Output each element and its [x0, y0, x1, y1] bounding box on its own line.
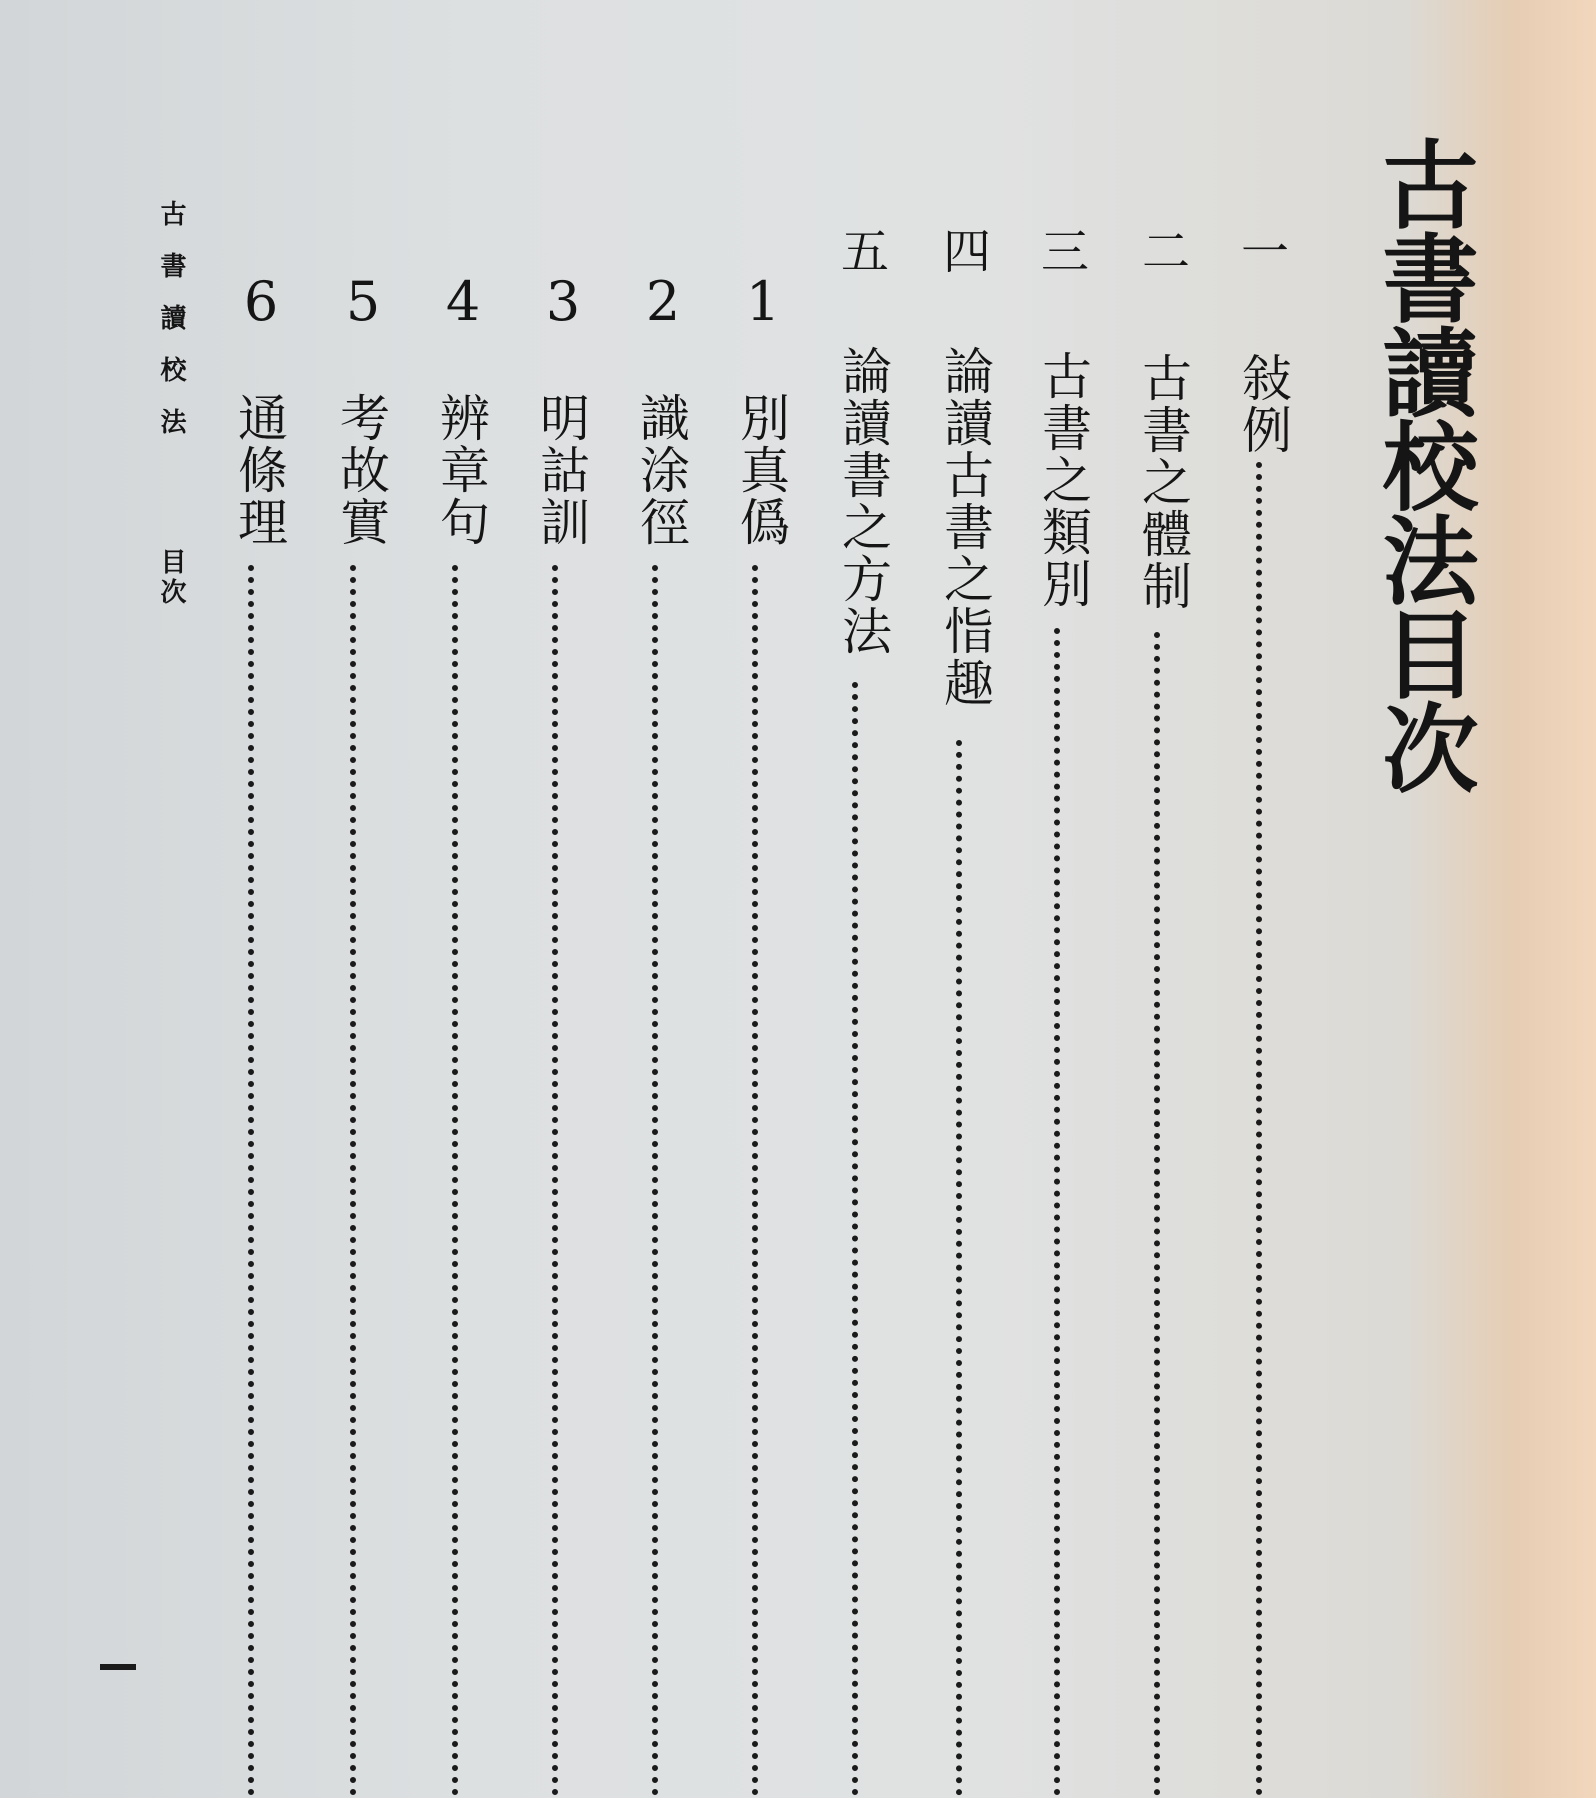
- subsection-5-number: 5: [345, 270, 381, 333]
- subsection-3-leader-dots: [552, 565, 563, 1798]
- subsection-1-number: 1: [745, 270, 781, 333]
- running-head-book-title: 古書讀校法: [156, 200, 186, 460]
- subsection-4-label: 辨章句: [432, 392, 490, 548]
- subsection-4-leader-dots: [452, 565, 463, 1798]
- subsection-2-leader-dots: [652, 565, 663, 1798]
- subsection-1-label: 別真僞: [732, 392, 790, 548]
- chapter-2-label: 古書之體制: [1134, 352, 1192, 612]
- subsection-5-leader-dots: [350, 565, 361, 1798]
- folio-page-number: [100, 1664, 136, 1670]
- chapter-1-number: 一: [1240, 224, 1289, 280]
- running-head-section: 目次: [156, 548, 186, 608]
- chapter-5-number: 五: [840, 224, 889, 280]
- subsection-2-number: 2: [645, 270, 681, 333]
- subsection-3-number: 3: [545, 270, 581, 333]
- subsection-2-label: 識涂徑: [632, 392, 690, 548]
- chapter-1-label: 敍例: [1234, 352, 1292, 456]
- subsection-1-leader-dots: [752, 565, 763, 1798]
- chapter-5-label: 論讀書之方法: [834, 345, 892, 657]
- subsection-5-label: 考故實: [332, 392, 390, 548]
- subsection-6-leader-dots: [248, 565, 259, 1798]
- chapter-3-leader-dots: [1054, 628, 1065, 1798]
- chapter-2-number: 二: [1141, 224, 1190, 280]
- subsection-6-label: 通條理: [230, 392, 288, 548]
- subsection-3-label: 明詁訓: [532, 392, 590, 548]
- chapter-4-leader-dots: [956, 740, 967, 1798]
- chapter-3-number: 三: [1040, 224, 1089, 280]
- chapter-5-leader-dots: [852, 682, 863, 1798]
- page-title: 古書讀校法目次: [1367, 135, 1480, 793]
- chapter-2-leader-dots: [1154, 632, 1165, 1798]
- chapter-1-leader-dots: [1256, 462, 1267, 1798]
- subsection-4-number: 4: [445, 270, 481, 333]
- chapter-3-label: 古書之類別: [1034, 350, 1092, 610]
- chapter-4-label: 論讀古書之恉趣: [936, 345, 994, 709]
- chapter-4-number: 四: [942, 224, 991, 280]
- subsection-6-number: 6: [243, 270, 279, 333]
